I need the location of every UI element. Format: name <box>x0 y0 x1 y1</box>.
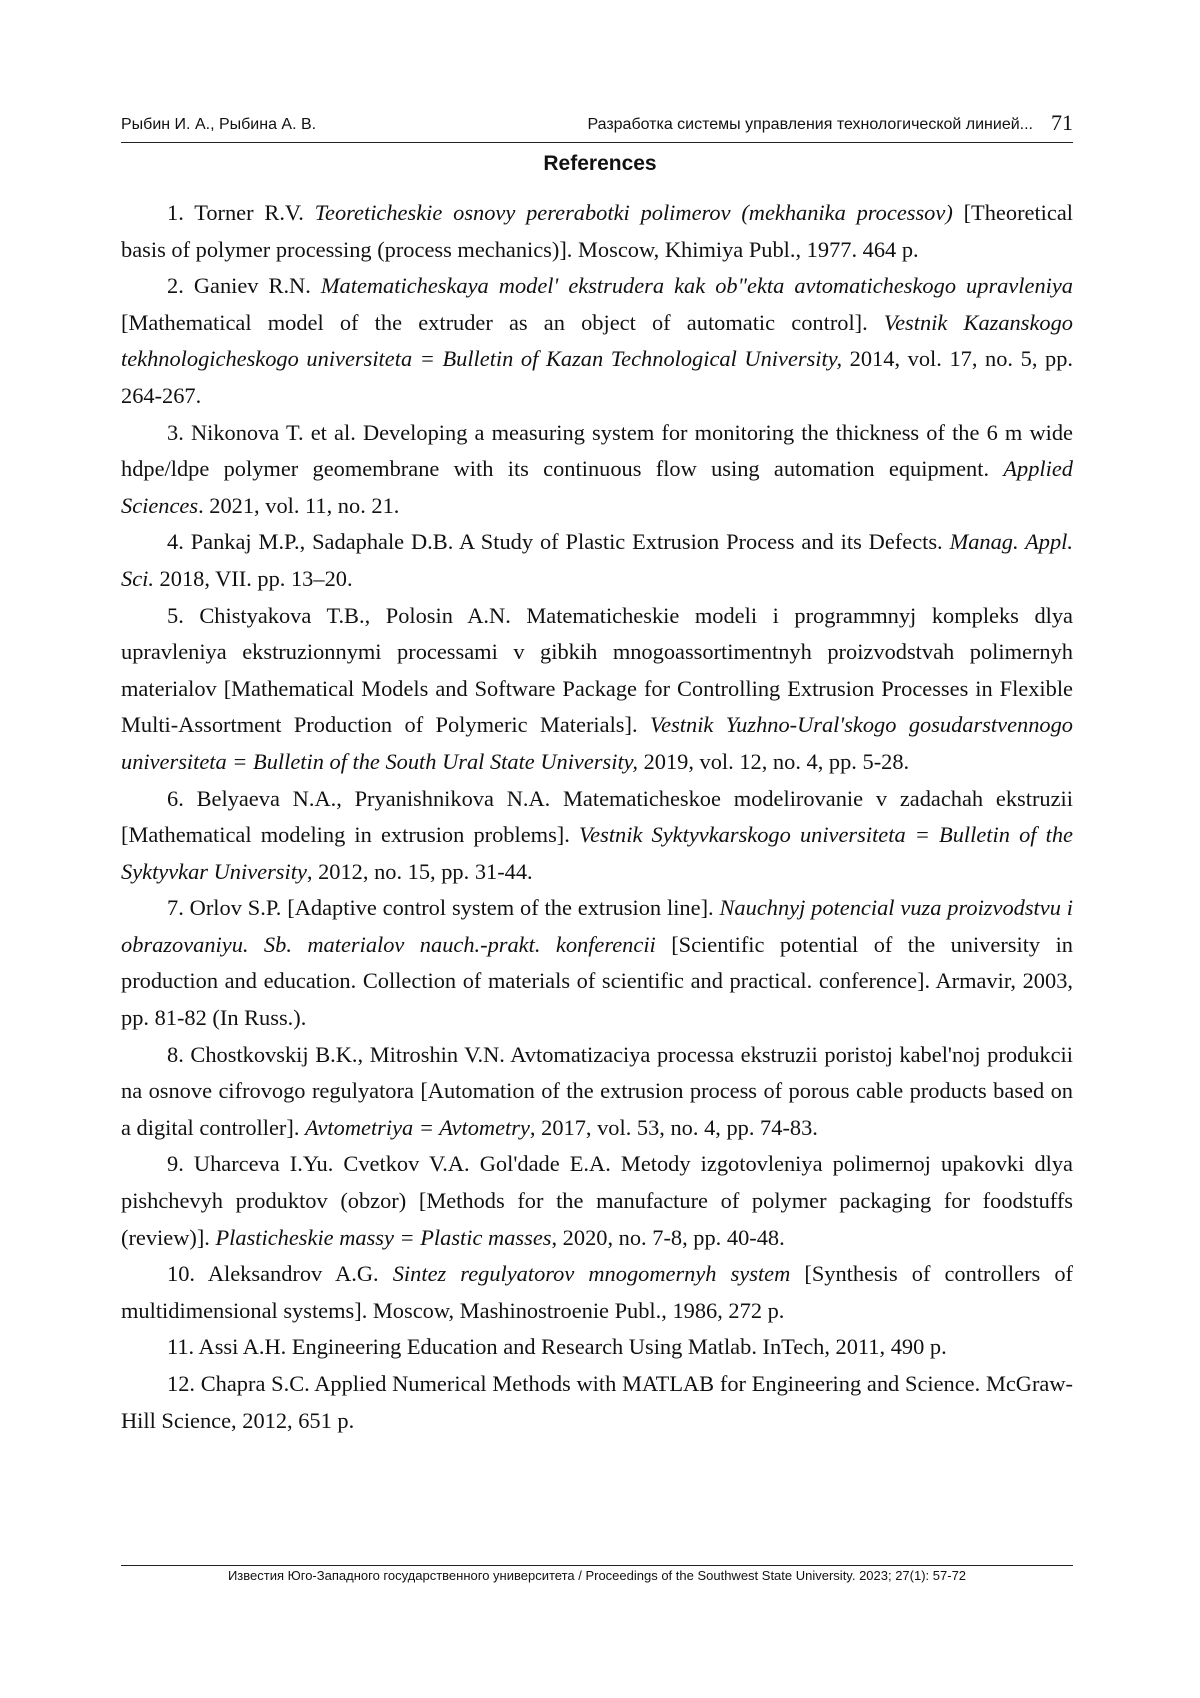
reference-text: 9. Uharceva I.Yu. Cvetkov V.A. Gol'dade E.A. Metody izgotovleniya polimernoj upakovki dlya pishchevyh produktov (obzor) [Methods for the manufacture of polymer packaging for foodstuffs (review)]. <box>121 1151 1073 1250</box>
reference-text: 6. Belyaeva N.A., Pryanishnikova N.A. Matematicheskoe modelirovanie v zadachah ekstruzii [Mathematical modeling in extrusion problems]. <box>121 785 1073 848</box>
reference-text: 8. Chostkovskij B.K., Mitroshin V.N. Avtomatizaciya processa ekstruzii poristoj kabel'noj produkcii na osnove cifrovogo regulyatora [Automation of the extrusion process of porous cable products based on a digital controller]. <box>121 1041 1073 1140</box>
reference-text: [Mathematical model of the extruder as an object of automatic control]. <box>121 309 884 335</box>
reference-italic-text: Vestnik Kazanskogo tekhnologicheskogo universiteta = Bulletin of Kazan Technological University, <box>121 309 1073 372</box>
reference-item <box>121 1256 1073 1329</box>
reference-text: , 2020, no. 7-8, pp. 40-48. <box>551 1224 785 1250</box>
reference-italic-text: Vestnik Syktyvkarskogo universiteta = Bulletin of the Syktyvkar University <box>121 822 1073 884</box>
reference-item <box>121 1366 1073 1439</box>
reference-text: 2014, vol. 17, no. 5, pp. 264-267. <box>121 346 1074 408</box>
reference-item <box>121 890 1073 1036</box>
reference-item <box>121 781 1073 891</box>
reference-text: 12. Chapra S.C. Applied Numerical Methods with MATLAB for Engineering and Science. McGraw-Hill Science, 2012, 651 p. <box>121 1371 1073 1433</box>
reference-italic-text: Plasticheskie massy = Plastic masses <box>215 1224 552 1250</box>
header-article-title: Разработка системы управления технологической линией... <box>587 116 1033 133</box>
reference-italic-text: Teoreticheskie osnovy pererabotki polimerov (mekhanika processov) <box>314 200 953 225</box>
reference-text: 10. Aleksandrov A.G. <box>167 1261 393 1287</box>
reference-text: , 2017, vol. 53, no. 4, pp. 74-83. <box>529 1114 818 1140</box>
reference-text: 2019, vol. 12, no. 4, pp. 5-28. <box>637 748 910 774</box>
reference-text: 1. Torner R.V. <box>167 200 315 225</box>
reference-italic-text: Vestnik Yuzhno-Ural'skogo gosudarstvennogo universiteta = Bulletin of the South Ural State University, <box>121 712 1074 774</box>
reference-text: [Scientific potential of the university in production and education. Collection of materials of scientific and practical. conference]. Armavir, 2003, pp. 81-82 (In Russ.). <box>121 931 1073 1031</box>
reference-item <box>121 598 1073 781</box>
header-divider <box>121 142 1073 143</box>
journal-footer: Известия Юго-Западного государственного университета / Proceedings of the Southwest State University. 2023; 27(1): 57-72 <box>227 1568 967 1583</box>
reference-text: 3. Nikonova T. et al. Developing a measuring system for monitoring the thickness of the 6 m wide hdpe/ldpe polymer geomembrane with its continuous flow using automation equipment. <box>121 419 1073 482</box>
reference-text: 2. Ganiev R.N. <box>167 273 321 299</box>
reference-italic-text: Matematicheskaya model' ekstrudera kak ob"ekta avtomaticheskogo upravleniya <box>320 273 1073 299</box>
section-heading: References <box>543 152 657 175</box>
reference-italic-text: Nauchnyj potencial vuza proizvodstvu i obrazovaniyu. Sb. materialov nauch.-prakt. konferencii <box>121 895 1073 957</box>
reference-item <box>121 195 1073 268</box>
reference-text: , 2012, no. 15, pp. 31-44. <box>306 858 533 884</box>
reference-item <box>121 1146 1073 1256</box>
footer-divider <box>121 1565 1073 1566</box>
reference-item <box>121 1329 1073 1366</box>
reference-list <box>121 195 1073 1439</box>
reference-text: 2018, VII. pp. 13–20. <box>153 565 353 591</box>
reference-italic-text: Sintez regulyatorov mnogomernyh system <box>392 1261 791 1287</box>
reference-text: . 2021, vol. 11, no. 21. <box>198 492 400 518</box>
reference-item <box>121 524 1073 597</box>
header-authors: Рыбин И. А., Рыбина А. В. <box>121 116 317 133</box>
reference-item <box>121 415 1073 525</box>
reference-item <box>121 268 1073 414</box>
reference-text: 5. Chistyakova T.B., Polosin A.N. Matematicheskie modeli i programmnyj kompleks dlya upravleniya ekstruzionnymi processami v gibkih mnogoassortimentnyh proizvodstvah polimernyh materialov [Mathematical Models and Software Package for Controlling Extrusion Processes in Flexible Multi-Assortment Production of Polymeric Materials]. <box>121 602 1073 738</box>
reference-text: 11. Assi A.H. Engineering Education and Research Using Matlab. InTech, 2011, 490 p. <box>167 1334 947 1360</box>
page-number: 71 <box>1051 110 1073 135</box>
reference-text: [Synthesis of controllers of multidimensional systems]. Moscow, Mashinostroenie Publ., 1986, 272 p. <box>121 1261 1073 1323</box>
reference-item <box>121 1037 1073 1147</box>
reference-text: 4. Pankaj M.P., Sadaphale D.B. A Study of Plastic Extrusion Process and its Defects. <box>167 529 950 555</box>
reference-italic-text: Manag. Appl. Sci. <box>121 529 1073 591</box>
reference-text: [Theoretical basis of polymer processing (process mechanics)]. Moscow, Khimiya Publ., 1977. 464 p. <box>121 200 1073 262</box>
reference-italic-text: Applied Sciences <box>121 456 1073 518</box>
running-header <box>121 112 1073 142</box>
reference-italic-text: Avtometriya = Avtometry <box>305 1114 530 1140</box>
reference-text: 7. Orlov S.P. [Adaptive control system of the extrusion line]. <box>167 895 720 921</box>
